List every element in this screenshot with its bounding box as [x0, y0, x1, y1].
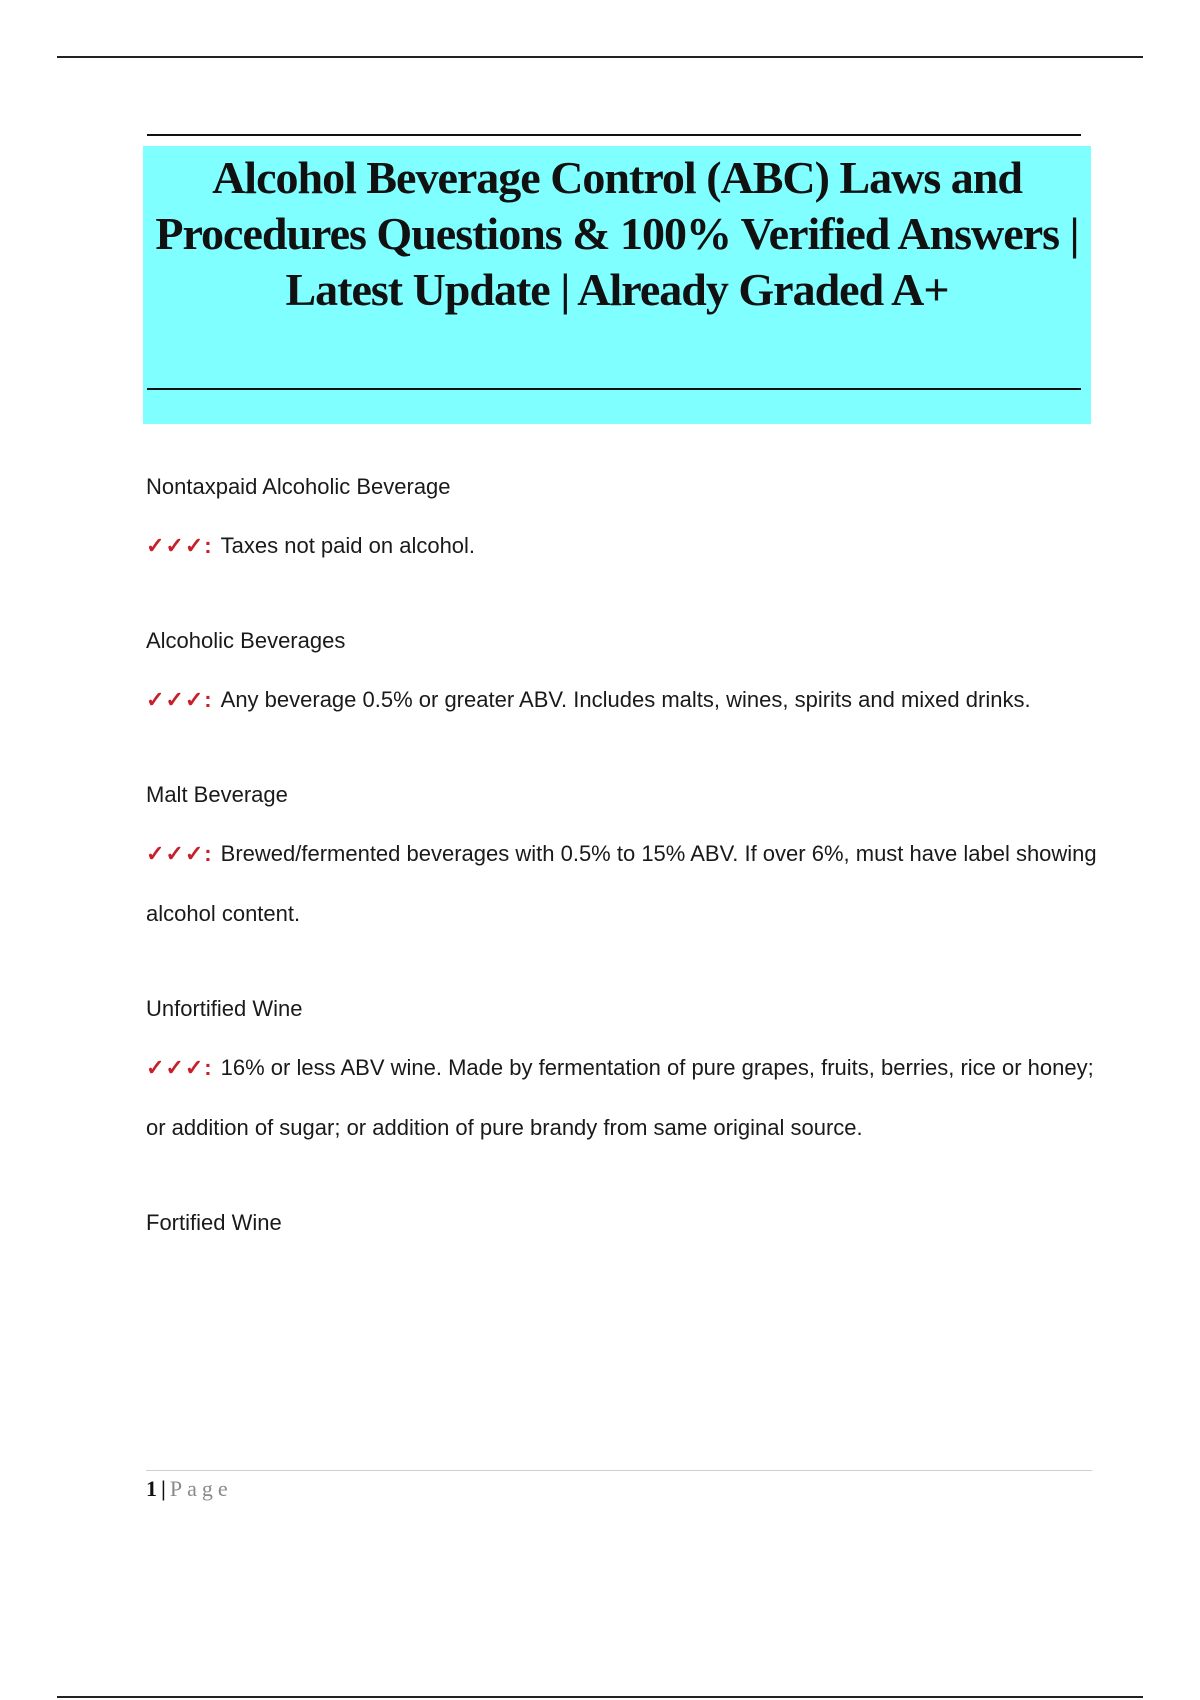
page-label: Page — [169, 1476, 233, 1501]
title-banner — [143, 146, 1091, 424]
page-top-rule — [57, 56, 1143, 58]
qa-list — [146, 472, 1106, 1238]
qa-item — [146, 1208, 1106, 1238]
qa-item — [146, 472, 1106, 576]
check-marks-icon: ✓✓✓: — [146, 687, 213, 712]
qa-item — [146, 994, 1106, 1158]
qa-item — [146, 780, 1106, 944]
answer-text — [146, 1038, 1106, 1158]
term-label: Fortified Wine — [146, 1210, 282, 1235]
page-footer — [146, 1476, 233, 1502]
answer-text — [146, 824, 1106, 944]
check-marks-icon: ✓✓✓: — [146, 533, 213, 558]
answer-body: Brewed/fermented beverages with 0.5% to 15% ABV. If over 6%, must have label showing alcohol content. — [146, 841, 1097, 926]
footer-separator: | — [161, 1476, 166, 1501]
term-label: Malt Beverage — [146, 782, 288, 807]
answer-text — [146, 670, 1106, 730]
term-label: Unfortified Wine — [146, 996, 303, 1021]
page-bottom-rule — [57, 1696, 1143, 1698]
qa-item — [146, 626, 1106, 730]
title-top-rule — [147, 134, 1081, 136]
answer-body: Any beverage 0.5% or greater ABV. Includes malts, wines, spirits and mixed drinks. — [220, 687, 1031, 712]
page-number: 1 — [146, 1476, 157, 1501]
term-label: Nontaxpaid Alcoholic Beverage — [146, 474, 451, 499]
title-bottom-rule — [147, 388, 1081, 390]
footer-rule — [146, 1470, 1092, 1471]
answer-text — [146, 516, 1106, 576]
check-marks-icon: ✓✓✓: — [146, 1055, 213, 1080]
term-label: Alcoholic Beverages — [146, 628, 346, 653]
answer-body: 16% or less ABV wine. Made by fermentation of pure grapes, fruits, berries, rice or honey; or addition of sugar; or addition of pure brandy from same original source. — [146, 1055, 1094, 1140]
answer-body: Taxes not paid on alcohol. — [220, 533, 476, 558]
document-title: Alcohol Beverage Control (ABC) Laws and Procedures Questions & 100% Verified Answers | Latest Update | Already Graded A+ — [155, 152, 1079, 315]
check-marks-icon: ✓✓✓: — [146, 841, 213, 866]
